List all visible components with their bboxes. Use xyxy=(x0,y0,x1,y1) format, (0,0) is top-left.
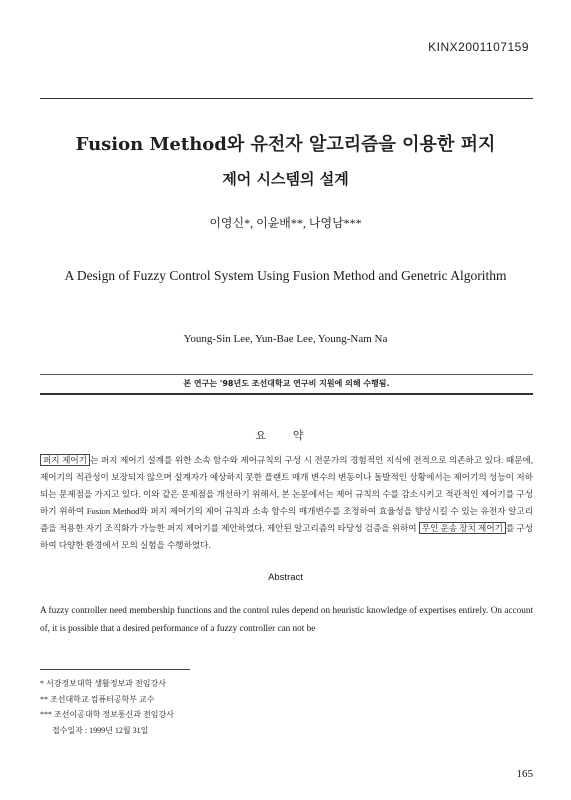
abstract-korean-text-1: 는 퍼지 제어기 설계를 위한 소속 함수와 제어규칙의 구성 시 전문가의 경험적인 지식에 전적으로 의존하고 있다. 때문에, 제어기의 적관성이 보장되지 않으며 설계자가 예상하지 못한 플랜트 매개 변수의 변동이나 돌발적인 상황에서는 제어기의 성능이 저하되는 문제점을 가지고 있다. 이와 같은 문제점을 개선하기 위해서, 본 논문에서는 제어 규칙의 수를 감소시키고 적관적인 제어기를 구성하기 위하여 Fusion Method와 퍼지 제어기의 제어 규칙과 소속 함수의 매개변수를 조정하여 효율성을 향상시킬 수 있는 유전자 알고리즘을 적용한 자기 조직화가 가능한 퍼지 제어기를 제안하였다. 제안된 알고리즘의 타당성 검증을 위하여 xyxy=(40,455,533,533)
title-korean-line1: Fusion Method와 유전자 알고리즘을 이용한 퍼지 xyxy=(75,134,496,155)
footnote-author2: ** 조선대학교 컴퓨터공학부 교수 xyxy=(40,694,155,704)
authors-korean: 이영신*, 이윤배**, 나영남*** xyxy=(209,216,362,230)
abstract-korean-heading: 요 약 xyxy=(255,430,316,442)
footnote-author3: *** 조선이공대학 정보통신과 전임강사 xyxy=(40,710,174,719)
highlight-fuzzy-controller: 퍼지 제어기 xyxy=(40,454,90,466)
highlight-agv-controller: 무인 운송 장치 제어기 xyxy=(419,522,506,534)
funding-note: 본 연구는 '98년도 조선대학교 연구비 지원에 의해 수행됨. xyxy=(40,374,533,395)
page-number: 165 xyxy=(516,768,533,780)
abstract-english-body: A fuzzy controller need membership functions and the control rules depend on heuristic knowledge of expertises entirely. On account of, it is possible that a desired performance of a fuzzy controller can not be xyxy=(40,605,533,633)
footnote-received-date: 접수일자 : 1999년 12월 31일 xyxy=(52,725,149,735)
header-rule xyxy=(40,98,533,99)
authors-english: Young-Sin Lee, Yun-Bae Lee, Young-Nam Na xyxy=(183,333,388,345)
abstract-korean-body xyxy=(40,452,533,554)
document-id: KINX2001107159 xyxy=(428,40,529,54)
abstract-english-heading: Abstract xyxy=(268,572,303,583)
title-english: A Design of Fuzzy Control System Using Fusion Method and Genetric Algorithm xyxy=(64,268,507,283)
footnotes xyxy=(40,676,340,738)
abstract-korean-text-2: 를 구성하여 다양한 환경에서 모의 실험을 수행하였다. xyxy=(40,523,533,550)
footnote-rule xyxy=(40,669,190,670)
title-korean-line2: 제어 시스템의 설계 xyxy=(222,170,349,188)
footnote-author1: * 서강정보대학 생활정보과 전임강사 xyxy=(40,679,166,688)
